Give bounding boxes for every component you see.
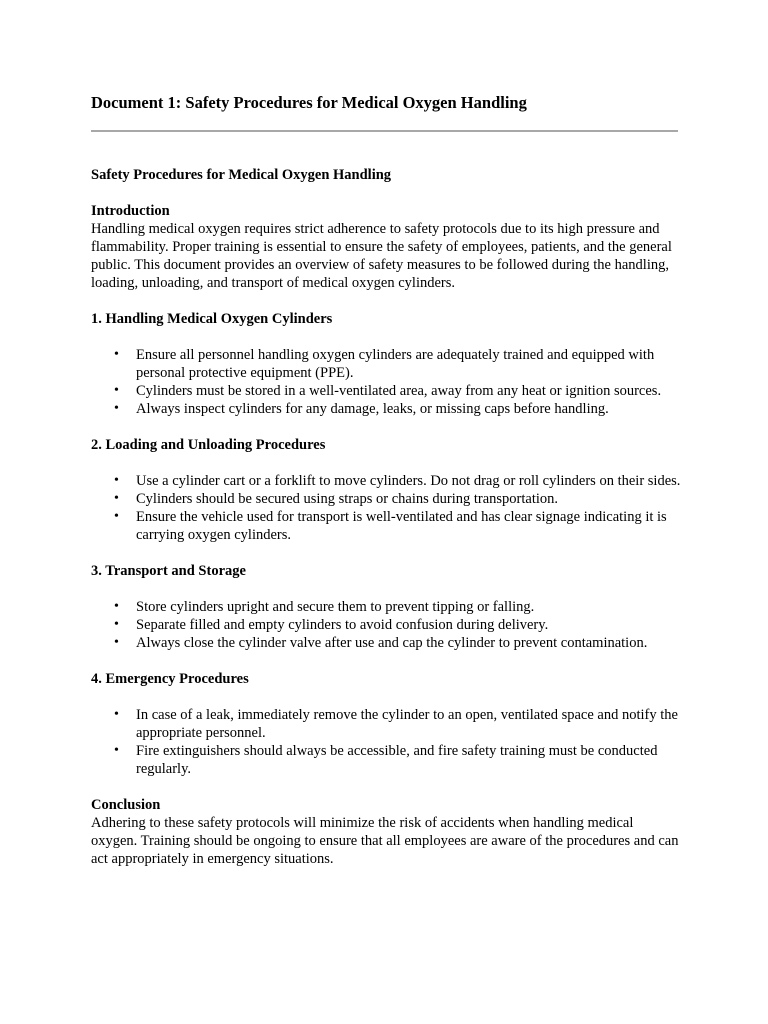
section-heading: 3. Transport and Storage	[91, 563, 246, 579]
conclusion-text: Adhering to these safety protocols will minimize the risk of accidents when handling medical oxygen. Training should be ongoing to ensure that all employees are aware of the procedures and can act appropriately in emergency situations.	[91, 815, 679, 867]
bullet-icon: •	[114, 347, 119, 362]
list-item	[91, 400, 681, 418]
list-item	[91, 490, 681, 508]
title-divider	[91, 130, 678, 132]
bullet-icon: •	[114, 617, 119, 632]
introduction-heading: Introduction	[91, 203, 170, 219]
document-body	[91, 166, 681, 868]
list-item	[91, 346, 681, 382]
bullet-icon: •	[114, 383, 119, 398]
bullet-list	[91, 472, 681, 544]
section-heading: 4. Emergency Procedures	[91, 671, 249, 687]
list-item-text: Fire extinguishers should always be accessible, and fire safety training must be conducted regularly.	[136, 743, 658, 777]
list-item	[91, 598, 681, 616]
bullet-icon: •	[114, 743, 119, 758]
bullet-icon: •	[114, 473, 119, 488]
list-item-text: In case of a leak, immediately remove the cylinder to an open, ventilated space and notify the appropriate personnel.	[136, 707, 678, 741]
list-item-text: Ensure the vehicle used for transport is well-ventilated and has clear signage indicating it is carrying oxygen cylinders.	[136, 509, 667, 543]
list-item-text: Separate filled and empty cylinders to avoid confusion during delivery.	[136, 617, 549, 633]
bullet-icon: •	[114, 491, 119, 506]
list-item	[91, 508, 681, 544]
list-item-text: Store cylinders upright and secure them to prevent tipping or falling.	[136, 599, 535, 615]
list-item-text: Ensure all personnel handling oxygen cylinders are adequately trained and equipped with personal protective equipment (PPE).	[136, 347, 655, 381]
list-item	[91, 616, 681, 634]
list-item	[91, 742, 681, 778]
list-item	[91, 472, 681, 490]
bullet-list	[91, 598, 681, 652]
list-item-text: Cylinders should be secured using straps or chains during transportation.	[136, 491, 559, 507]
list-item-text: Cylinders must be stored in a well-ventilated area, away from any heat or ignition sources.	[136, 383, 662, 399]
bullet-icon: •	[114, 401, 119, 416]
document-subtitle: Safety Procedures for Medical Oxygen Handling	[91, 167, 392, 183]
list-item-text: Use a cylinder cart or a forklift to move cylinders. Do not drag or roll cylinders on their sides.	[136, 473, 681, 489]
bullet-icon: •	[114, 707, 119, 722]
document-title: Document 1: Safety Procedures for Medical Oxygen Handling	[91, 93, 527, 112]
list-item	[91, 634, 681, 652]
introduction-text: Handling medical oxygen requires strict adherence to safety protocols due to its high pressure and flammability. Proper training is essential to ensure the safety of employees, patients, and the general public. This document provides an overview of safety measures to be followed during the handling, loading, unloading, and transport of medical oxygen cylinders.	[91, 221, 672, 291]
section-heading: 1. Handling Medical Oxygen Cylinders	[91, 311, 333, 327]
conclusion-heading: Conclusion	[91, 797, 161, 813]
bullet-list	[91, 706, 681, 778]
bullet-icon: •	[114, 599, 119, 614]
bullet-icon: •	[114, 635, 119, 650]
list-item	[91, 706, 681, 742]
list-item-text: Always close the cylinder valve after use and cap the cylinder to prevent contamination.	[136, 635, 648, 651]
list-item-text: Always inspect cylinders for any damage, leaks, or missing caps before handling.	[136, 401, 609, 417]
section-heading: 2. Loading and Unloading Procedures	[91, 437, 326, 453]
bullet-icon: •	[114, 509, 119, 524]
list-item	[91, 382, 681, 400]
bullet-list	[91, 346, 681, 418]
